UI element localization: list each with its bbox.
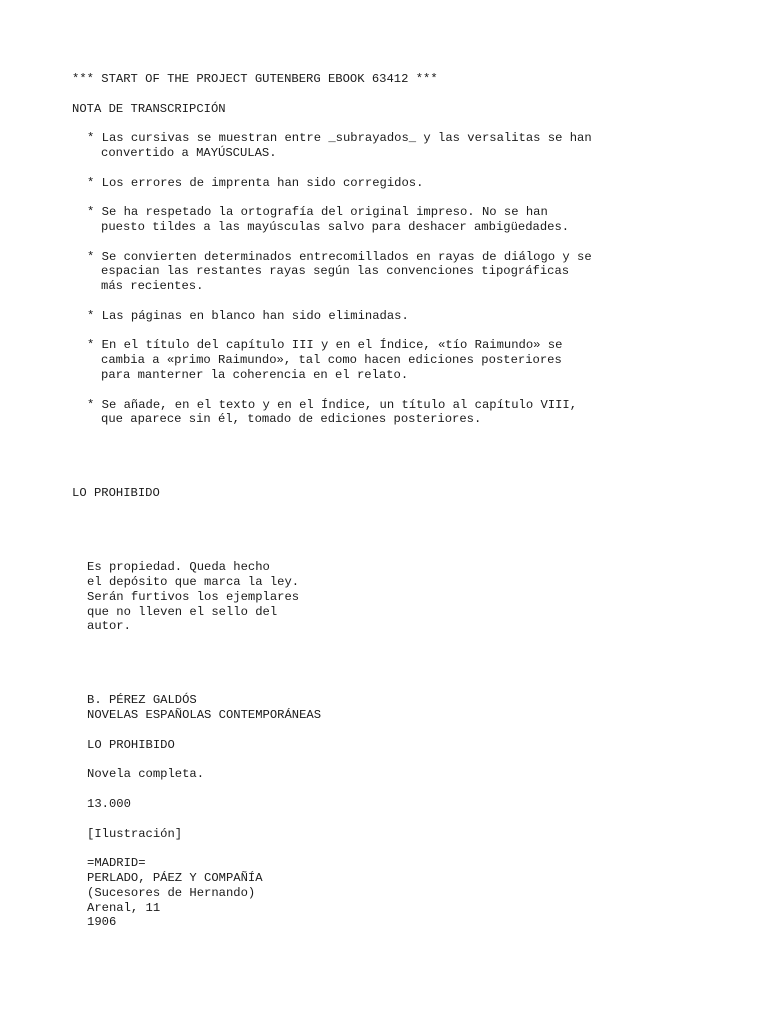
gutenberg-start-line: *** START OF THE PROJECT GUTENBERG EBOOK 63412 ***	[72, 72, 438, 86]
transcription-note-title: NOTA DE TRANSCRIPCIÓN	[72, 101, 226, 116]
note-line: * Se convierten determinados entrecomillados en rayas de diálogo y se	[87, 249, 592, 264]
copyright-line: el depósito que marca la ley.	[87, 575, 300, 590]
note-line: * Los errores de imprenta han sido corregidos.	[87, 175, 424, 190]
print-run: 13.000	[87, 797, 131, 812]
transcription-note-item	[72, 398, 732, 428]
publication-city: =MADRID=	[87, 856, 146, 871]
copyright-line: que no lleven el sello del	[87, 604, 278, 619]
note-line: convertido a MAYÚSCULAS.	[101, 145, 277, 160]
book-title: LO PROHIBIDO	[87, 737, 175, 752]
book-subtitle: Novela completa.	[87, 767, 205, 782]
note-line: * Se añade, en el texto y en el Índice, un título al capítulo VIII,	[87, 397, 578, 412]
note-line: que aparece sin él, tomado de ediciones posteriores.	[101, 412, 482, 427]
transcription-note-item	[72, 338, 732, 382]
author: B. PÉREZ GALDÓS	[87, 693, 197, 708]
note-line: * Las cursivas se muestran entre _subrayados_ y las versalitas se han	[87, 131, 592, 146]
note-line: * En el título del capítulo III y en el Índice, «tío Raimundo» se	[87, 338, 563, 353]
transcription-note-item	[72, 176, 732, 191]
note-line: puesto tildes a las mayúsculas salvo para deshacer ambigüedades.	[101, 219, 570, 234]
transcription-note-item	[72, 131, 732, 161]
half-title: LO PROHIBIDO	[72, 486, 160, 501]
copyright-notice	[72, 560, 732, 634]
document-page	[72, 72, 732, 930]
transcription-note-item	[72, 250, 732, 294]
note-line: * Las páginas en blanco han sido eliminadas.	[87, 308, 409, 323]
note-line: más recientes.	[101, 279, 204, 294]
copyright-line: autor.	[87, 619, 131, 634]
copyright-line: Serán furtivos los ejemplares	[87, 589, 300, 604]
publisher-note: (Sucesores de Hernando)	[87, 885, 256, 900]
illustration-placeholder: [Ilustración]	[87, 826, 183, 841]
note-line: para manterner la coherencia en el relato.	[101, 367, 409, 382]
title-page	[72, 693, 732, 930]
note-line: cambia a «primo Raimundo», tal como hacen ediciones posteriores	[101, 353, 562, 368]
copyright-line: Es propiedad. Queda hecho	[87, 560, 270, 575]
note-line: * Se ha respetado la ortografía del original impreso. No se han	[87, 205, 548, 220]
note-line: espacian las restantes rayas según las convenciones tipográficas	[101, 264, 570, 279]
series-title: NOVELAS ESPAÑOLAS CONTEMPORÁNEAS	[87, 708, 322, 723]
publisher-address: Arenal, 11	[87, 900, 161, 915]
transcription-note-item	[72, 309, 732, 324]
transcription-note-item	[72, 205, 732, 235]
publication-year: 1906	[87, 915, 117, 930]
publisher: PERLADO, PÁEZ Y COMPAÑÍA	[87, 871, 263, 886]
